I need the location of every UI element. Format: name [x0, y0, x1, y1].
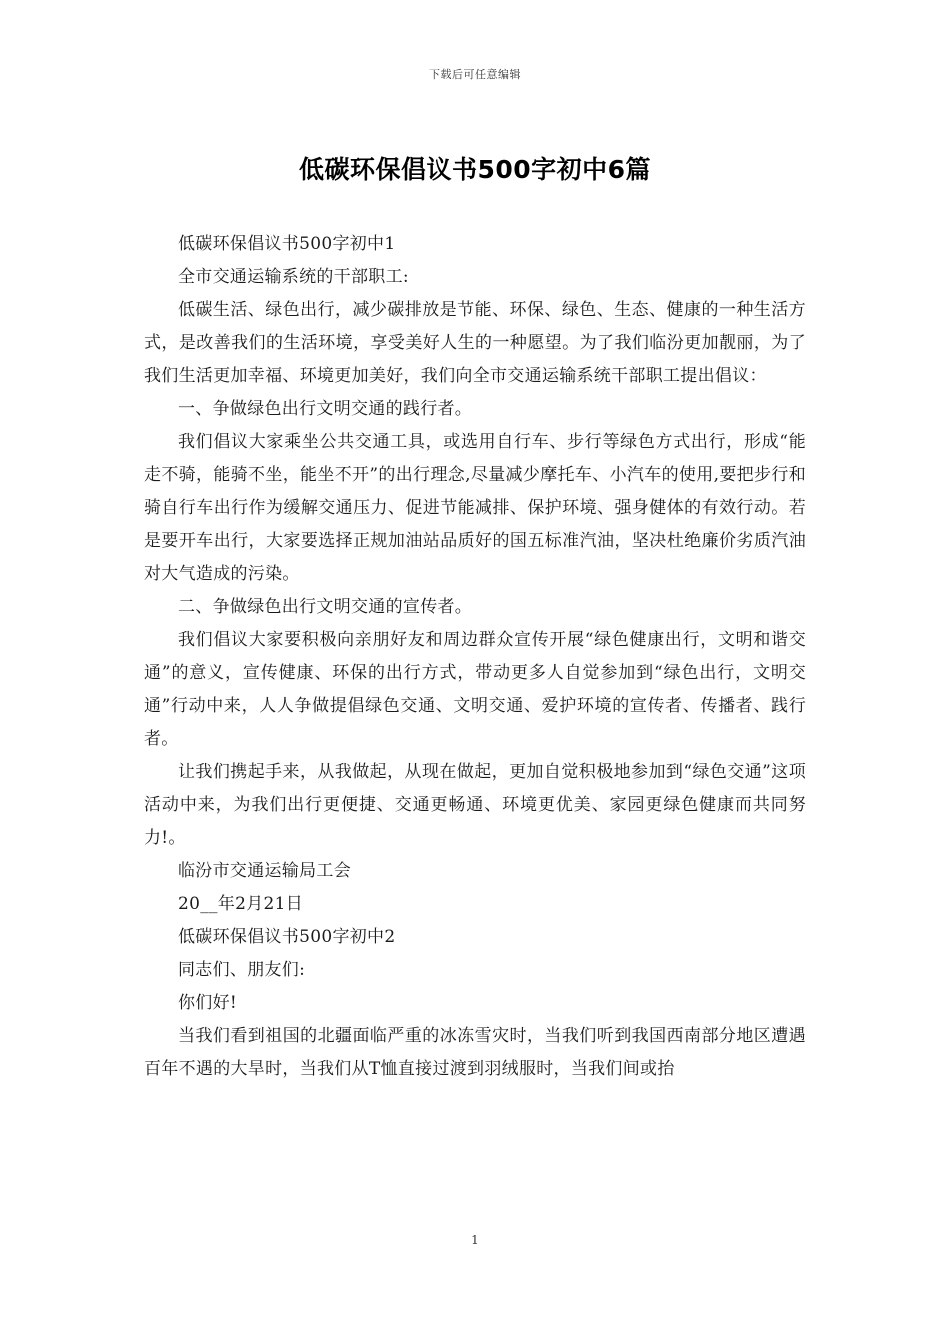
- page-header: 下载后可任意编辑: [429, 68, 521, 81]
- paragraph: 全市交通运输系统的干部职工:: [178, 267, 409, 287]
- paragraph: 同志们、朋友们:: [178, 960, 306, 980]
- paragraph: 当我们看到祖国的北疆面临严重的冰冻雪灾时，当我们听到我国西南部分地区遭遇百年不遇的大旱时，当我们从T恤直接过渡到羽绒服时，当我们间或抬: [144, 1026, 806, 1079]
- paragraph: 我们倡议大家要积极向亲朋好友和周边群众宣传开展“绿色健康出行，文明和谐交通”的意义，宣传健康、环保的出行方式，带动更多人自觉参加到“绿色出行，文明交通”行动中来，人人争做提倡绿色交通、文明交通、爱护环境的宣传者、传播者、践行者。: [144, 630, 806, 749]
- paragraph: 一、争做绿色出行文明交通的践行者。: [178, 399, 473, 419]
- paragraph: 低碳环保倡议书500字初中2: [178, 927, 396, 947]
- paragraph: 我们倡议大家乘坐公共交通工具，或选用自行车、步行等绿色方式出行，形成“能走不骑，能骑不坐，能坐不开”的出行理念,尽量减少摩托车、小汽车的使用,要把步行和骑自行车出行作为缓解交通压力、促进节能减排、保护环境、强身健体的有效行动。若是要开车出行，大家要选择正规加油站品质好的国五标准汽油，坚决杜绝廉价劣质汽油对大气造成的污染。: [144, 432, 806, 584]
- document-title: 低碳环保倡议书500字初中6篇: [298, 155, 652, 184]
- paragraph: 二、争做绿色出行文明交通的宣传者。: [178, 597, 473, 617]
- paragraph: 让我们携起手来，从我做起，从现在做起，更加自觉积极地参加到“绿色交通”这项活动中来，为我们出行更便捷、交通更畅通、环境更优美、家园更绿色健康而共同努力!。: [144, 762, 806, 848]
- paragraph: 20__年2月21日: [178, 894, 304, 914]
- paragraph: 低碳生活、绿色出行，减少碳排放是节能、环保、绿色、生态、健康的一种生活方式，是改善我们的生活环境，享受美好人生的一种愿望。为了我们临汾更加靓丽，为了我们生活更加幸福、环境更加美好，我们向全市交通运输系统干部职工提出倡议：: [144, 300, 806, 386]
- paragraph: 低碳环保倡议书500字初中1: [178, 234, 396, 254]
- page-number: 1: [471, 1233, 479, 1247]
- paragraph: 你们好!: [178, 993, 238, 1013]
- paragraph: 临汾市交通运输局工会: [178, 861, 351, 881]
- document-body: [144, 228, 806, 1086]
